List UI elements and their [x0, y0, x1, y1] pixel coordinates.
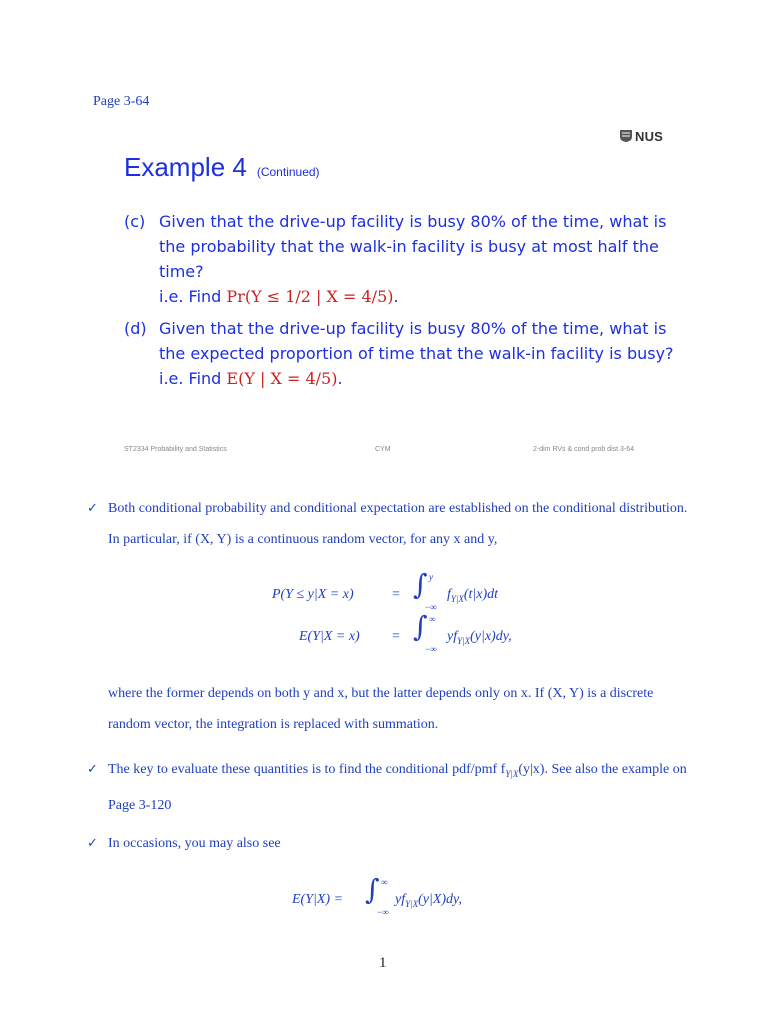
- eq2-f: yf: [447, 629, 458, 644]
- footer-course: ST2334 Probability and Statistics: [124, 446, 227, 453]
- page-reference: Page 3-64: [93, 94, 150, 109]
- note-bullet-2: [87, 754, 698, 821]
- item-c-label: (c): [124, 212, 146, 231]
- eq1-lower-limit: −∞: [425, 602, 437, 612]
- eq3-f: yf: [395, 892, 406, 907]
- eq2-lhs-text: E(Y|X = x): [299, 629, 360, 644]
- bullet-2-text: The key to evaluate these quantities is to find the conditional pdf/pmf f: [108, 762, 506, 777]
- title-text: Example 4: [124, 152, 247, 182]
- checkmark-icon: ✓: [87, 836, 98, 851]
- equation-2-rhs: [413, 610, 553, 654]
- item-d: [124, 316, 684, 391]
- equation-1-sign: =: [392, 587, 400, 602]
- item-d-text: Given that the drive-up facility is busy 80% of the time, what is the expected proportion of time that the walk-in facility is busy?: [159, 319, 674, 363]
- item-c-ie: [159, 284, 684, 309]
- eq2-upper-limit: ∞: [429, 614, 436, 624]
- eq2-lower-limit: −∞: [425, 644, 437, 654]
- nus-crest-icon: [619, 129, 633, 143]
- item-d-label: (d): [124, 319, 147, 338]
- item-d-ie-suffix: .: [337, 369, 343, 388]
- bullet-2-sub: Y|X: [505, 768, 519, 779]
- after-equation-text: where the former depends on both y and x, but the latter depends only on x. If (X, Y) is a discrete random vector, the integration is replaced with summation.: [108, 686, 654, 732]
- title-note: (Continued): [256, 165, 320, 179]
- item-c-ie-suffix: .: [393, 287, 399, 306]
- eq3-lower-limit: −∞: [377, 907, 389, 917]
- eq2-sub: Y|X: [457, 635, 471, 646]
- bullet-3-text: In occasions, you may also see: [108, 836, 281, 851]
- eq1-arg: (t|x)dt: [463, 587, 499, 602]
- eq3-lhs-text: E(Y|X) =: [292, 892, 344, 907]
- slide-title: [124, 152, 320, 183]
- equation-2-lhs: [299, 629, 399, 645]
- footer-author: CYM: [375, 446, 391, 453]
- item-d-ie-prefix: i.e. Find: [159, 369, 227, 388]
- eq3-upper-limit: ∞: [381, 877, 388, 887]
- eq2-arg: (y|x)dy,: [470, 629, 512, 644]
- checkmark-icon: ✓: [87, 501, 98, 516]
- integral-sign-icon: ∫: [365, 873, 380, 906]
- nus-logo: [619, 127, 673, 145]
- equation-1-lhs: [272, 587, 402, 603]
- item-c: [124, 209, 684, 309]
- eq1-lhs-text: P(Y ≤ y|X = x): [272, 587, 354, 602]
- footer-topic: 2-dim RVs & cond prob dist 3-64: [533, 446, 635, 453]
- logo-text: NUS: [635, 128, 664, 144]
- page-number: 1: [379, 955, 387, 971]
- item-c-expression: Pr(Y ≤ 1/2 | X = 4/5): [226, 287, 394, 306]
- note-bullet-1: [87, 493, 698, 555]
- equation-2-sign: =: [392, 629, 400, 644]
- note-bullet-3: [87, 828, 698, 859]
- integral-sign-icon: ∫: [413, 610, 428, 643]
- eq1-sub: Y|X: [450, 593, 464, 604]
- item-d-ie: [159, 366, 684, 391]
- eq3-arg: (y|X)dy,: [418, 892, 462, 907]
- item-d-expression: E(Y | X = 4/5): [226, 369, 338, 388]
- item-c-ie-prefix: i.e. Find: [159, 287, 227, 306]
- equation-3-rhs: [365, 873, 505, 917]
- equation-1-rhs: [413, 568, 553, 612]
- checkmark-icon: ✓: [87, 762, 98, 777]
- bullet-2-tail: (y|x). See also the example on Page 3-120: [108, 762, 687, 813]
- eq1-upper-limit: y: [429, 572, 433, 582]
- eq3-sub: Y|X: [405, 898, 419, 909]
- item-c-text: Given that the drive-up facility is busy 80% of the time, what is the probability that the walk-in facility is busy at most half the time?: [159, 212, 667, 281]
- bullet-1-text: Both conditional probability and conditional expectation are established on the conditional distribution. In particular, if (X, Y) is a continuous random vector, for any x and y,: [108, 501, 688, 547]
- eq1-f: f: [447, 587, 451, 602]
- equation-3-lhs: [292, 892, 343, 908]
- integral-sign-icon: ∫: [413, 568, 428, 601]
